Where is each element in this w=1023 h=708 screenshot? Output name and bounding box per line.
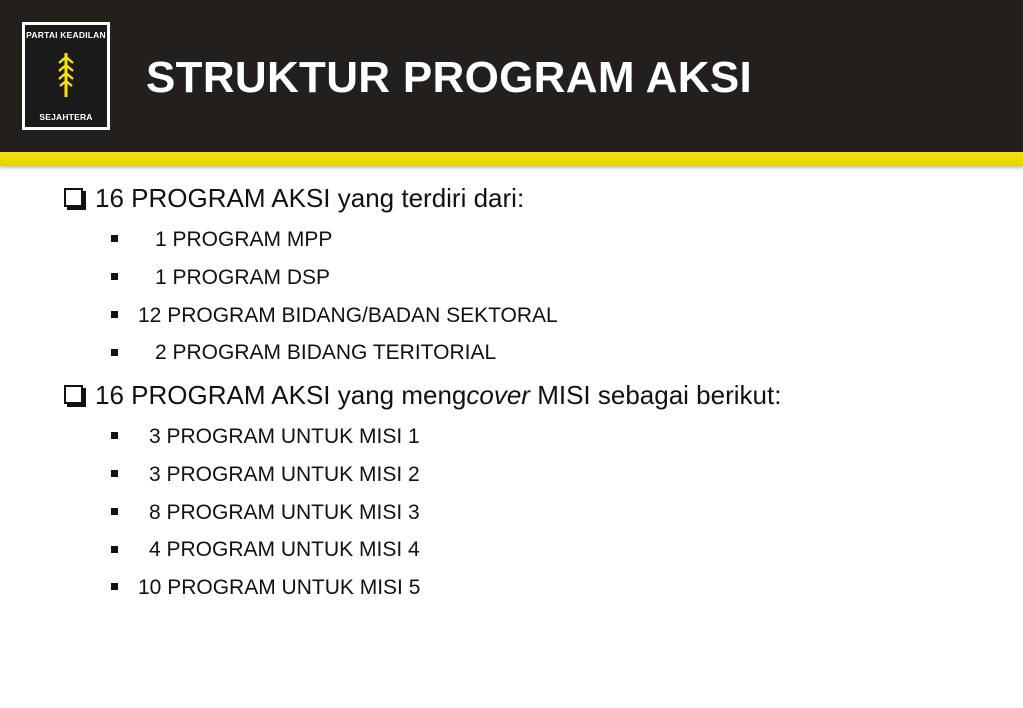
list-item: 4 PROGRAM UNTUK MISI 4 [149, 538, 420, 561]
list-item: 1 PROGRAM DSP [155, 266, 331, 289]
list-item: 10 PROGRAM UNTUK MISI 5 [138, 576, 421, 599]
square-bullet-icon [111, 546, 118, 553]
list-item: 2 PROGRAM BIDANG TERITORIAL [155, 341, 497, 364]
logo-background [25, 25, 107, 127]
list-item: 12 PROGRAM BIDANG/BADAN SEKTORAL [138, 304, 558, 327]
list-item: 1 PROGRAM MPP [155, 228, 333, 251]
party-logo [22, 22, 110, 130]
square-bullet-icon [111, 273, 118, 280]
bullet-text-italic: cover [466, 380, 530, 410]
list-item: 3 PROGRAM UNTUK MISI 1 [149, 425, 420, 448]
list-item: 8 PROGRAM UNTUK MISI 3 [149, 501, 420, 524]
square-bullet-icon [111, 311, 118, 318]
square-bullet-icon [111, 235, 118, 242]
square-bullet-icon [111, 583, 118, 590]
square-bullet-icon [111, 470, 118, 477]
slide-title: STRUKTUR PROGRAM AKSI [146, 53, 752, 102]
bullet-text-after: MISI sebagai berikut: [529, 380, 782, 410]
checkbox-bullet-icon [64, 188, 83, 207]
logo-bottom-text: SEJAHTERA [39, 112, 93, 122]
bullet-text-before: 16 PROGRAM AKSI yang meng [95, 380, 467, 410]
list-item: 3 PROGRAM UNTUK MISI 2 [149, 463, 420, 486]
bullet-program-composition [64, 183, 524, 214]
square-bullet-icon [111, 349, 118, 356]
header-accent-bar [0, 152, 1023, 166]
bullet-text: 16 PROGRAM AKSI yang terdiri dari: [95, 183, 525, 213]
bullet-mission-coverage [64, 380, 781, 411]
square-bullet-icon [111, 432, 118, 439]
logo-top-text: PARTAI KEADILAN [26, 30, 106, 40]
square-bullet-icon [111, 508, 118, 515]
crescent-wheat-icon [29, 47, 103, 103]
checkbox-bullet-icon [64, 385, 83, 404]
